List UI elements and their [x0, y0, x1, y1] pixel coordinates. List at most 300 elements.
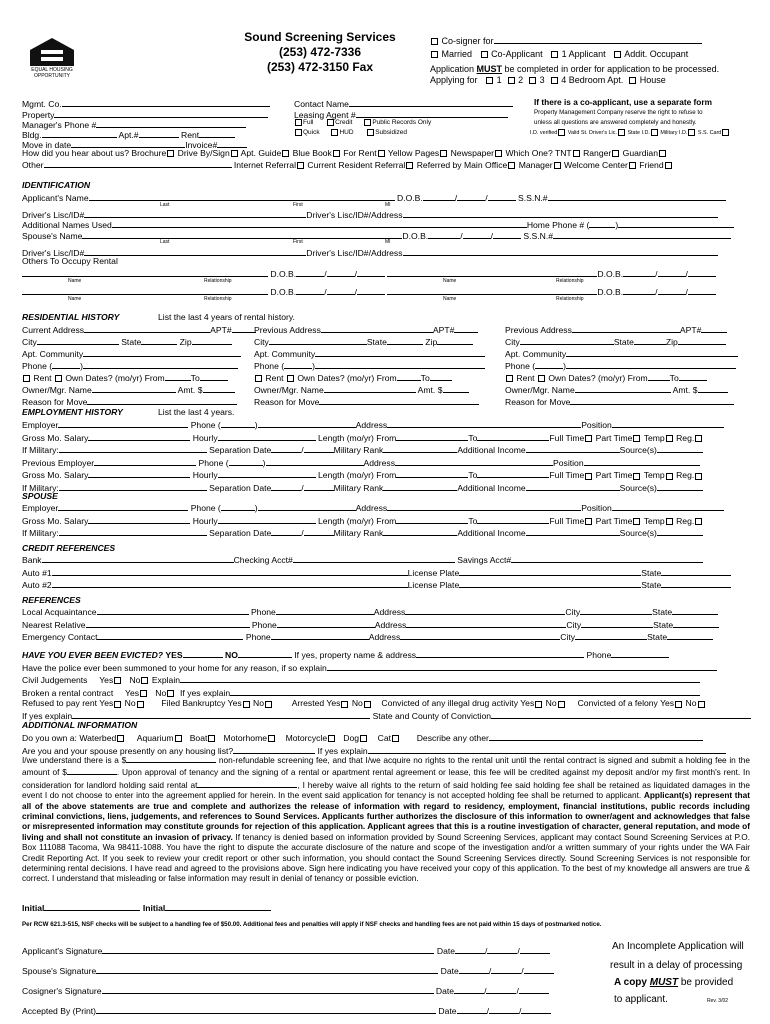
owner-field[interactable]: [575, 383, 671, 393]
community-field[interactable]: [315, 347, 485, 357]
refused-label: Refused to pay rent: [22, 698, 98, 709]
bed2-checkbox[interactable]: [508, 77, 515, 84]
initial-field-2[interactable]: [165, 901, 271, 911]
ss-card-checkbox[interactable]: [722, 129, 729, 136]
owner-field[interactable]: [92, 383, 176, 393]
hear-checkbox[interactable]: [573, 150, 580, 157]
previous-address-field[interactable]: [321, 323, 433, 333]
hear-checkbox[interactable]: [282, 150, 289, 157]
rent-checkbox[interactable]: [255, 375, 262, 382]
phone-area[interactable]: [284, 359, 312, 369]
hear-checkbox[interactable]: [231, 150, 238, 157]
home-phone-area[interactable]: [589, 218, 615, 228]
state-field[interactable]: [141, 335, 177, 345]
yes-checkbox[interactable]: [114, 677, 121, 684]
signature-block: [22, 941, 554, 1021]
hud-checkbox[interactable]: [331, 129, 338, 136]
no-checkbox[interactable]: [141, 677, 148, 684]
subsidized-checkbox[interactable]: [367, 129, 374, 136]
references-block: [22, 605, 719, 643]
bed4-checkbox[interactable]: [551, 77, 558, 84]
address-field[interactable]: [406, 618, 566, 628]
item-checkbox[interactable]: [360, 735, 367, 742]
move-in-field[interactable]: [71, 138, 185, 148]
hourly-field[interactable]: [218, 514, 316, 524]
part-time-checkbox[interactable]: [633, 518, 640, 525]
waterbed-checkbox[interactable]: [117, 735, 124, 742]
house-checkbox[interactable]: [629, 77, 636, 84]
hourly-field[interactable]: [218, 468, 316, 478]
state-label: State: [366, 337, 387, 347]
previous-address-field[interactable]: [572, 323, 680, 333]
military-field[interactable]: [59, 481, 207, 491]
amt-field[interactable]: [698, 383, 728, 393]
hear-checkbox[interactable]: [297, 162, 304, 169]
hear-checkbox[interactable]: [406, 162, 413, 169]
hear-checkbox[interactable]: [508, 162, 515, 169]
hear-checkbox[interactable]: [495, 150, 502, 157]
address-field[interactable]: [405, 605, 565, 615]
terms-text: . Upon approval of tenancy and the signing of a rental or apartment rental agreement or lease, this fee will be credited against my: [116, 767, 604, 778]
reason-field[interactable]: [570, 395, 734, 405]
full-checkbox[interactable]: [295, 119, 302, 126]
phone-area[interactable]: [221, 501, 255, 511]
ssn-field[interactable]: [548, 191, 726, 201]
plate-field[interactable]: [459, 566, 641, 576]
occupant-name-field[interactable]: [22, 285, 268, 295]
employer-phone-field[interactable]: [266, 456, 364, 466]
signature-field[interactable]: [96, 1004, 436, 1014]
gross-field[interactable]: [88, 468, 190, 478]
part-time-label: Part Time: [595, 515, 633, 526]
credit-checkbox[interactable]: [327, 119, 334, 126]
signature-label: Accepted By (Print): [22, 1006, 97, 1016]
hear-checkbox[interactable]: [554, 162, 561, 169]
spouse-dob-year[interactable]: [493, 229, 521, 239]
hear-checkbox[interactable]: [378, 150, 385, 157]
public-records-checkbox[interactable]: [364, 119, 371, 126]
phone-field[interactable]: [277, 618, 375, 628]
occupant-dob-year[interactable]: [357, 267, 385, 277]
signature-field[interactable]: [102, 944, 434, 954]
date-year[interactable]: [521, 1004, 551, 1014]
additional-heading: ADDITIONAL INFORMATION: [22, 720, 138, 730]
yes-checkbox[interactable]: [341, 701, 348, 708]
reference-label: Local Acquaintance: [22, 607, 97, 617]
phone-field[interactable]: [566, 359, 736, 369]
sources-field[interactable]: [657, 443, 703, 453]
date-day[interactable]: [489, 1004, 519, 1014]
occupant-dob-month[interactable]: [296, 285, 324, 295]
reason-field[interactable]: [319, 395, 479, 405]
zip-field[interactable]: [678, 335, 726, 345]
occupant2-dob-month[interactable]: [623, 267, 655, 277]
evicted-no-field[interactable]: [238, 648, 292, 658]
spouse-dl-addr-label: Driver's Lisc/ID#/Address: [306, 248, 403, 258]
item-checkbox[interactable]: [268, 735, 275, 742]
no-checkbox[interactable]: [558, 701, 565, 708]
phone-label: Phone (: [22, 361, 53, 371]
sep-date-month[interactable]: [271, 526, 301, 536]
phone-area[interactable]: [52, 359, 80, 369]
city-field[interactable]: [580, 605, 652, 615]
yes-checkbox[interactable]: [140, 690, 147, 697]
dob-month[interactable]: [423, 191, 455, 201]
signature-row: Applicant's Signature Date / /: [22, 941, 554, 961]
item-checkbox[interactable]: [328, 735, 335, 742]
state-field[interactable]: [673, 618, 719, 628]
sources-field[interactable]: [657, 481, 703, 491]
state-field[interactable]: [661, 566, 731, 576]
occupant-dob-year[interactable]: [357, 285, 385, 295]
auto2-field[interactable]: [52, 578, 408, 588]
length-to-field[interactable]: [477, 431, 549, 441]
other-field[interactable]: [44, 158, 232, 168]
city-field[interactable]: [37, 335, 119, 345]
home-phone-field[interactable]: [618, 218, 734, 228]
position-field[interactable]: [612, 418, 724, 428]
dl-field[interactable]: [84, 208, 306, 218]
length-to-field[interactable]: [477, 468, 549, 478]
city-field[interactable]: [269, 335, 367, 345]
reg-checkbox[interactable]: [695, 435, 702, 442]
equal-housing-house-icon: [28, 36, 76, 66]
copy-must: MUST: [649, 977, 679, 988]
part-time-checkbox[interactable]: [633, 435, 640, 442]
spouse-name-field[interactable]: [82, 229, 402, 239]
employer-phone-field[interactable]: [258, 418, 356, 428]
zip-field[interactable]: [437, 335, 473, 345]
property-field[interactable]: [54, 108, 268, 118]
own-checkbox[interactable]: [55, 375, 62, 382]
date-year[interactable]: [520, 944, 550, 954]
city-field[interactable]: [581, 618, 653, 628]
managers-phone-field[interactable]: [96, 118, 246, 128]
phone-area[interactable]: [229, 456, 263, 466]
sep-date-year[interactable]: [304, 526, 334, 536]
occupant-dob-day[interactable]: [327, 267, 355, 277]
phone-field[interactable]: [315, 359, 485, 369]
mgmt-co-field[interactable]: [62, 97, 270, 107]
state-field[interactable]: [387, 335, 423, 345]
dob-year[interactable]: [488, 191, 516, 201]
state-label: State: [647, 632, 668, 643]
state-field[interactable]: [661, 578, 731, 588]
broken-explain-field[interactable]: [230, 686, 700, 696]
hear-option: Drive By/Sign: [177, 148, 230, 158]
addl-income-field[interactable]: [526, 443, 620, 453]
police-field[interactable]: [327, 661, 717, 671]
yes-checkbox[interactable]: [535, 701, 542, 708]
leasing-agent-field[interactable]: [356, 108, 508, 118]
state-field[interactable]: [634, 335, 666, 345]
coapplicant-checkbox[interactable]: [481, 51, 488, 58]
gross-field[interactable]: [88, 514, 190, 524]
item-label: Boat: [189, 733, 208, 743]
yes-checkbox[interactable]: [675, 701, 682, 708]
date-year[interactable]: [519, 984, 549, 994]
community-field[interactable]: [83, 347, 241, 357]
no-checkbox[interactable]: [167, 690, 174, 697]
rank-field[interactable]: [383, 526, 457, 536]
employer-phone-field[interactable]: [258, 501, 356, 511]
sublabel-relationship: Relationship: [204, 278, 232, 284]
yes-checkbox[interactable]: [243, 701, 250, 708]
from-field[interactable]: [397, 371, 421, 381]
sources-field[interactable]: [657, 526, 703, 536]
item-label: Dog: [343, 733, 360, 743]
employer-field[interactable]: [58, 418, 188, 428]
dob-label: D.O.B.: [397, 193, 423, 203]
yes-checkbox[interactable]: [114, 701, 121, 708]
amt-field[interactable]: [203, 383, 235, 393]
cosigner-checkbox[interactable]: [431, 38, 438, 45]
contact-name-label: Contact Name: [294, 99, 349, 109]
hear-checkbox[interactable]: [612, 150, 619, 157]
no-checkbox[interactable]: [137, 701, 144, 708]
applicant-name-field[interactable]: [89, 191, 395, 201]
date-month[interactable]: [455, 944, 485, 954]
cosigner-row: [430, 34, 702, 46]
hear-option: Manager: [518, 160, 553, 170]
civil-explain-field[interactable]: [180, 673, 700, 683]
spouse-dob-day[interactable]: [463, 229, 491, 239]
to-field[interactable]: [679, 371, 707, 381]
checking-field[interactable]: [293, 553, 455, 563]
employer-address-field[interactable]: [387, 501, 581, 511]
residential-heading: RESIDENTIAL HISTORY: [22, 312, 120, 322]
invoice-field[interactable]: [217, 138, 247, 148]
full-time-checkbox[interactable]: [585, 473, 592, 480]
describe-field[interactable]: [489, 731, 703, 741]
date-day[interactable]: [487, 944, 517, 954]
date-month[interactable]: [459, 964, 489, 974]
rent-field[interactable]: [199, 128, 235, 138]
hear-checkbox[interactable]: [629, 162, 636, 169]
temp-checkbox[interactable]: [666, 518, 673, 525]
dl-addr-field[interactable]: [403, 208, 718, 218]
temp-checkbox[interactable]: [666, 473, 673, 480]
item-label: Aquarium: [136, 733, 174, 743]
occupant2-name-field[interactable]: [387, 285, 597, 295]
state-field[interactable]: [667, 630, 713, 640]
occupant2-dob-day[interactable]: [658, 267, 686, 277]
state-county-field[interactable]: [491, 709, 751, 719]
plate-field[interactable]: [459, 578, 641, 588]
part-time-checkbox[interactable]: [633, 473, 640, 480]
occupant-dob-day[interactable]: [327, 285, 355, 295]
military-field[interactable]: [59, 443, 207, 453]
evicted-property-field[interactable]: [416, 648, 584, 658]
evicted-phone-field[interactable]: [611, 648, 669, 658]
reference-name-field[interactable]: [97, 605, 249, 615]
to-field[interactable]: [430, 371, 452, 381]
bank-field[interactable]: [42, 553, 234, 563]
item-checkbox[interactable]: [175, 735, 182, 742]
length-from-field[interactable]: [396, 431, 468, 441]
occupant2-dob-year[interactable]: [688, 285, 716, 295]
full-time-checkbox[interactable]: [585, 518, 592, 525]
length-from-field[interactable]: [396, 468, 468, 478]
married-checkbox[interactable]: [431, 51, 438, 58]
initial-field-1[interactable]: [44, 901, 140, 911]
hear-checkbox[interactable]: [659, 150, 666, 157]
savings-field[interactable]: [511, 553, 703, 563]
holding-fee-field[interactable]: [67, 765, 117, 775]
reference-name-field[interactable]: [86, 618, 250, 628]
phone-area[interactable]: [221, 418, 255, 428]
no-checkbox[interactable]: [364, 701, 371, 708]
part-time-label: Part Time: [595, 470, 633, 481]
bldg-field[interactable]: [42, 128, 117, 138]
sublabel-relationship: Relationship: [556, 296, 584, 302]
phone-field[interactable]: [271, 630, 369, 640]
length-to-field[interactable]: [477, 514, 549, 524]
apt-field[interactable]: [701, 323, 727, 333]
occupant-dob-month[interactable]: [296, 267, 324, 277]
rent-checkbox[interactable]: [23, 375, 30, 382]
reason-field[interactable]: [87, 395, 237, 405]
temp-checkbox[interactable]: [666, 435, 673, 442]
employer-address-field[interactable]: [395, 456, 553, 466]
city-field[interactable]: [520, 335, 614, 345]
prev-employer-field[interactable]: [94, 456, 196, 466]
gross-label: Gross Mo. Salary: [22, 432, 89, 443]
date-day[interactable]: [491, 964, 521, 974]
amt-field[interactable]: [443, 383, 469, 393]
military-id-checkbox[interactable]: [688, 129, 695, 136]
rent-checkbox[interactable]: [506, 375, 513, 382]
evicted-yes-field[interactable]: [183, 648, 223, 658]
employer-field[interactable]: [58, 501, 188, 511]
hear-checkbox[interactable]: [665, 162, 672, 169]
signature-field[interactable]: [96, 964, 438, 974]
military-field[interactable]: [59, 526, 207, 536]
from-field[interactable]: [648, 371, 670, 381]
to-field[interactable]: [200, 371, 228, 381]
gross-field[interactable]: [88, 431, 190, 441]
rental-address-field[interactable]: [197, 778, 297, 788]
hear-checkbox[interactable]: [333, 150, 340, 157]
military-label: If Military:: [22, 482, 59, 493]
spouse-dl-addr-field[interactable]: [403, 246, 718, 256]
zip-label: Zip: [425, 337, 438, 347]
date-month[interactable]: [454, 984, 484, 994]
amt-label: Amt. $: [672, 385, 698, 395]
sep-date-month[interactable]: [271, 443, 301, 453]
own-checkbox[interactable]: [538, 375, 545, 382]
hear-checkbox[interactable]: [440, 150, 447, 157]
occupant2-dob-month[interactable]: [623, 285, 655, 295]
addit-occupant-checkbox[interactable]: [614, 51, 621, 58]
state-id-checkbox[interactable]: [651, 129, 658, 136]
address-field[interactable]: [400, 630, 560, 640]
from-field[interactable]: [165, 371, 191, 381]
full-time-checkbox[interactable]: [585, 435, 592, 442]
phone-area[interactable]: [535, 359, 563, 369]
terms-text: , I hereby waive all rights to the return of said holding fee said: [297, 779, 531, 790]
sep-date-month[interactable]: [271, 481, 301, 491]
cosigner-field[interactable]: [494, 34, 702, 44]
current-address-field[interactable]: [84, 323, 210, 333]
conviction-explain-field[interactable]: [72, 709, 370, 719]
apt-field[interactable]: [232, 323, 256, 333]
date-day[interactable]: [486, 984, 516, 994]
dob-day[interactable]: [457, 191, 485, 201]
valid-dl-checkbox[interactable]: [618, 129, 625, 136]
spouse-dob-month[interactable]: [428, 229, 460, 239]
hear-checkbox[interactable]: [167, 150, 174, 157]
phone-label: Phone (: [254, 361, 285, 371]
apt-field[interactable]: [139, 128, 179, 138]
rank-field[interactable]: [383, 481, 457, 491]
phone-field[interactable]: [276, 605, 374, 615]
date-month[interactable]: [457, 1004, 487, 1014]
occupant2-dob-year[interactable]: [688, 267, 716, 277]
occupant2-dob-day[interactable]: [658, 285, 686, 295]
addl-income-field[interactable]: [526, 481, 620, 491]
item-checkbox[interactable]: [208, 735, 215, 742]
one-applicant-checkbox[interactable]: [551, 51, 558, 58]
employer-address-field[interactable]: [387, 418, 581, 428]
quick-checkbox[interactable]: [295, 129, 302, 136]
zip-field[interactable]: [192, 335, 232, 345]
signature-field[interactable]: [102, 984, 434, 994]
hear-option: Internet Referral: [233, 160, 296, 170]
contact-name-field[interactable]: [349, 97, 513, 107]
copy-note: [614, 977, 733, 988]
spouse-name-label: Spouse's Name: [22, 231, 83, 241]
community-field[interactable]: [566, 347, 738, 357]
equal-housing-logo: [28, 36, 76, 79]
occupant2-name-field[interactable]: [387, 267, 597, 277]
reg-checkbox[interactable]: [695, 473, 702, 480]
rank-field[interactable]: [383, 443, 457, 453]
apt-field[interactable]: [454, 323, 478, 333]
owner-field[interactable]: [324, 383, 416, 393]
addl-names-field[interactable]: [112, 218, 527, 228]
screening-fee-field[interactable]: [126, 753, 216, 763]
position-field[interactable]: [584, 456, 700, 466]
date-year[interactable]: [524, 964, 554, 974]
no-checkbox[interactable]: [265, 701, 272, 708]
length-from-field[interactable]: [396, 514, 468, 524]
spouse-ssn-field[interactable]: [553, 229, 731, 239]
auto1-field[interactable]: [52, 566, 408, 576]
phone-field[interactable]: [83, 359, 238, 369]
spouse-dl-field[interactable]: [84, 246, 306, 256]
bed1-checkbox[interactable]: [486, 77, 493, 84]
no-checkbox[interactable]: [698, 701, 705, 708]
employment-note: List the last 4 years.: [158, 407, 235, 417]
hourly-field[interactable]: [218, 431, 316, 441]
item-checkbox[interactable]: [392, 735, 399, 742]
amt-label: Amt. $: [417, 385, 443, 395]
sep-date-year[interactable]: [304, 443, 334, 453]
position-field[interactable]: [612, 501, 724, 511]
reference-name-field[interactable]: [97, 630, 243, 640]
reg-checkbox[interactable]: [695, 518, 702, 525]
sep-date-year[interactable]: [304, 481, 334, 491]
city-field[interactable]: [575, 630, 647, 640]
addl-income-field[interactable]: [526, 526, 620, 536]
bed3-checkbox[interactable]: [529, 77, 536, 84]
own-checkbox[interactable]: [287, 375, 294, 382]
state-field[interactable]: [672, 605, 718, 615]
occupant-name-field[interactable]: [22, 267, 268, 277]
hear-option: Referred by Main Office: [416, 160, 508, 170]
id-verified-checkbox[interactable]: [558, 129, 565, 136]
